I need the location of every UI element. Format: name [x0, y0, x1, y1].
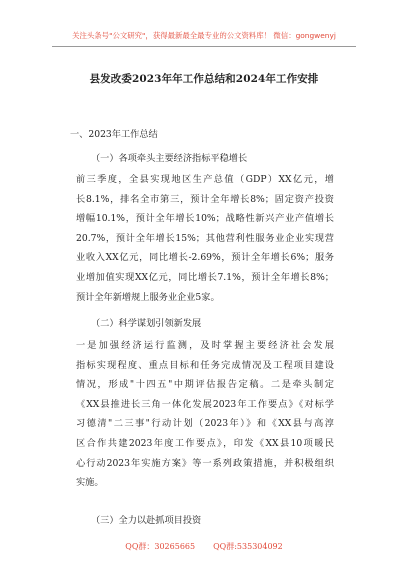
paragraph-line: 长8.1%，排名全市第三，预计全年增长8%；固定资产投资 — [76, 193, 334, 205]
qq-group-1: QQ群：30265665 — [125, 542, 196, 551]
paragraph-line: 指标实现程度、重点目标和任务完成情况及工程项目建设 — [76, 359, 334, 371]
paragraph-1 — [76, 170, 334, 307]
paragraph-line: 一是加强经济运行监测，及时掌握主要经济社会发展 — [76, 340, 334, 351]
paragraph-line: 业增加值实现XX亿元，同比增长7.1%，预计全年增长8%； — [76, 271, 334, 283]
document-title: 县发改委2023年年工作总结和2024年工作安排 — [89, 73, 319, 85]
paragraph-line: 习德清"二三事"行动计划（2023年）》和《XX县与高淳 — [76, 418, 334, 430]
section-heading: 一、2023年工作总结 — [70, 129, 158, 140]
paragraph-line: 20.7%，预计全年增长15%；其他营利性服务业企业实现营 — [76, 232, 334, 244]
paragraph-line: 心行动2023年实施方案》等一系列政策措施，并积极组织 — [76, 457, 334, 469]
sub-heading-1: （一）各项牵头主要经济指标平稳增长 — [91, 153, 248, 164]
header-divider — [52, 46, 356, 47]
paragraph-line: 前三季度，全县实现地区生产总值（GDP）XX亿元，增 — [76, 174, 334, 185]
paragraph-line: 《XX县推进长三角一体化发展2023年工作要点》《对标学 — [76, 398, 334, 410]
paragraph-line: 实施。 — [76, 477, 104, 489]
sub-heading-2: （二）科学谋划引领新发展 — [91, 318, 202, 329]
paragraph-line: 增幅10.1%，预计全年增长10%；战略性新兴产业产值增长 — [76, 213, 334, 225]
paragraph-2 — [76, 336, 334, 493]
paragraph-line: 预计全年新增规上服务业企业5家。 — [76, 291, 220, 303]
promo-banner: 关注头条号"公文研究"，获得最新最全最专业的公文资料库！ 微信：gongwenyj — [72, 31, 336, 40]
paragraph-line: 区合作共建2023年度工作要点》，印发《XX县10项暖民 — [76, 437, 334, 449]
sub-heading-3: （三）全力以赴抓项目投资 — [91, 515, 202, 526]
paragraph-line: 情况，形成"十四五"中期评估报告定稿。二是牵头制定 — [76, 379, 334, 391]
qq-group-2: QQ群:535304092 — [213, 542, 283, 551]
footer-contact — [0, 541, 408, 552]
paragraph-line: 业收入XX亿元，同比增长-2.69%，预计全年增长6%；服务 — [76, 252, 334, 264]
